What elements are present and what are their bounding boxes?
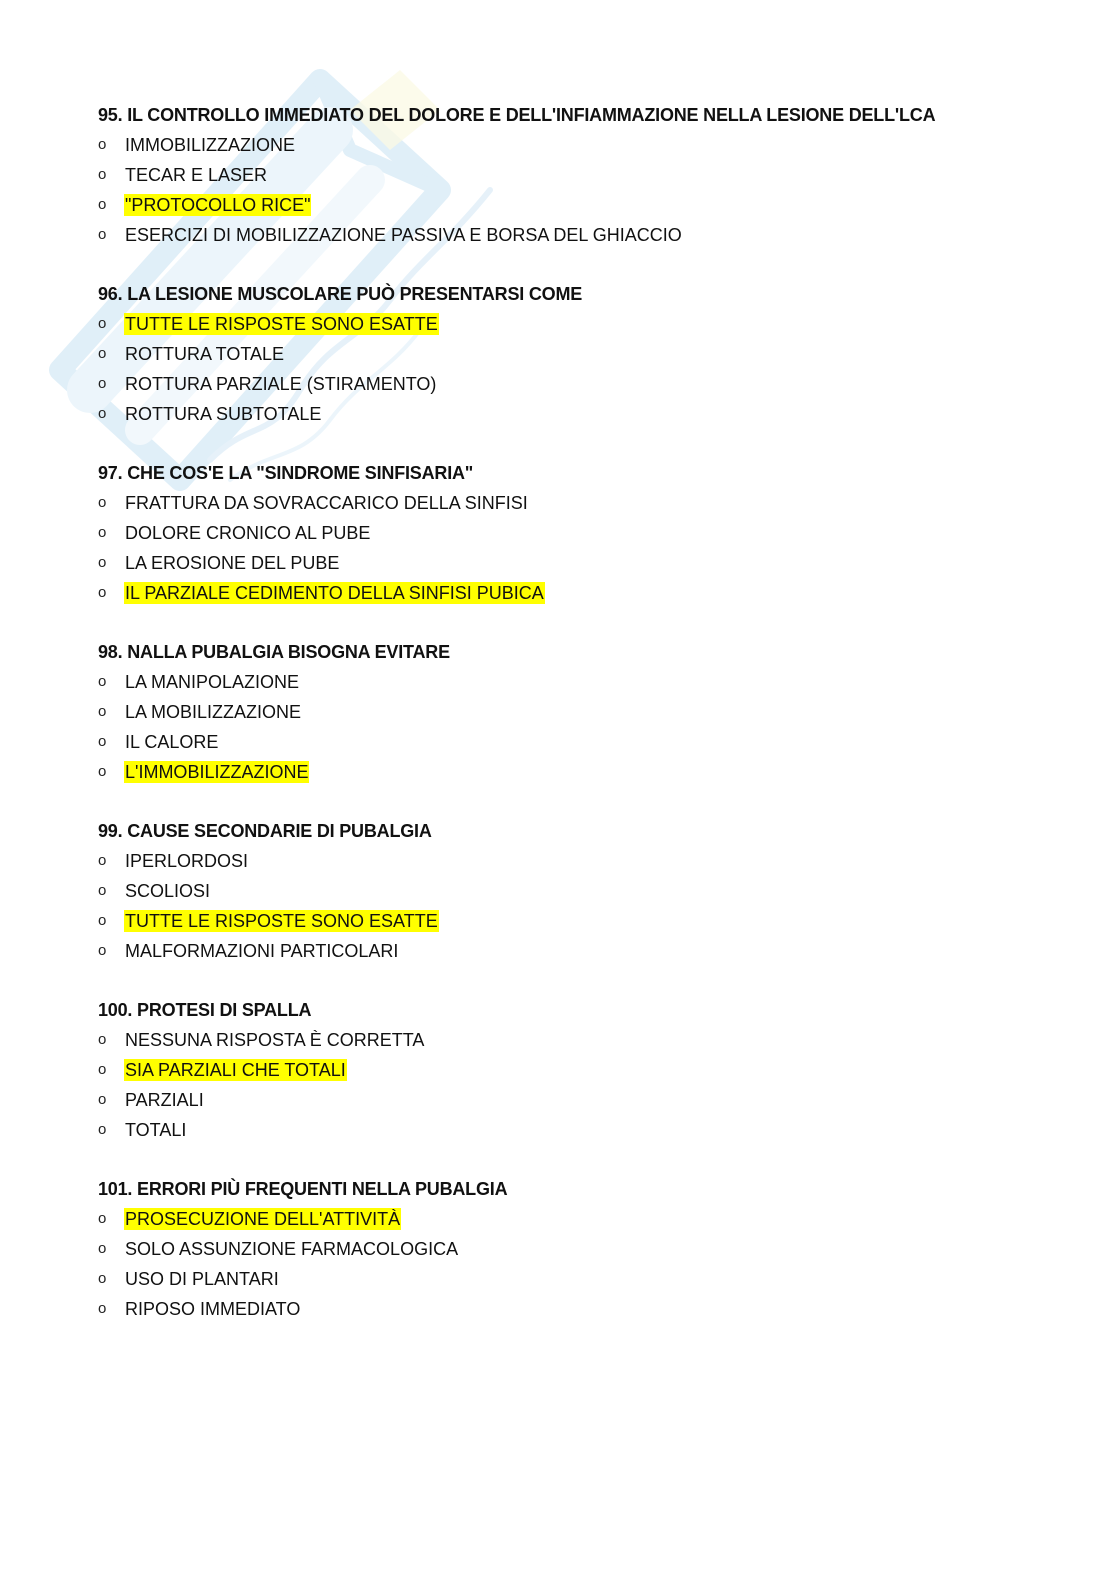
circle-bullet-icon: o xyxy=(98,912,107,929)
answer-text: TECAR E LASER xyxy=(125,165,268,185)
answer-text: IMMOBILIZZAZIONE xyxy=(125,135,296,155)
options-list xyxy=(98,130,1058,250)
circle-bullet-icon: o xyxy=(98,942,107,959)
highlighted-answer-text: TUTTE LE RISPOSTE SONO ESATTE xyxy=(125,314,438,334)
circle-bullet-icon: o xyxy=(98,226,107,243)
correct-answer-option xyxy=(98,1204,1058,1234)
circle-bullet-icon: o xyxy=(98,1270,107,1287)
answer-text: SCOLIOSI xyxy=(125,881,211,901)
circle-bullet-icon: o xyxy=(98,1031,107,1048)
circle-bullet-icon: o xyxy=(98,1091,107,1108)
options-list xyxy=(98,488,1058,608)
question-block xyxy=(98,279,1058,429)
answer-text: ESERCIZI DI MOBILIZZAZIONE PASSIVA E BORSA DEL GHIACCIO xyxy=(125,225,682,245)
circle-bullet-icon: o xyxy=(98,345,107,362)
answer-option xyxy=(98,518,1058,548)
answer-option xyxy=(98,1264,1058,1294)
correct-answer-option xyxy=(98,190,1058,220)
circle-bullet-icon: o xyxy=(98,1300,107,1317)
answer-option xyxy=(98,369,1058,399)
answer-option xyxy=(98,1115,1058,1145)
circle-bullet-icon: o xyxy=(98,375,107,392)
highlighted-answer-text: SIA PARZIALI CHE TOTALI xyxy=(125,1060,346,1080)
answer-option xyxy=(98,548,1058,578)
highlighted-answer-text: PROSECUZIONE DELL'ATTIVITÀ xyxy=(125,1209,401,1229)
answer-text: FRATTURA DA SOVRACCARICO DELLA SINFISI xyxy=(125,493,528,513)
question-block xyxy=(98,100,1058,250)
answer-option xyxy=(98,339,1058,369)
answer-text: TOTALI xyxy=(125,1120,187,1140)
question-block xyxy=(98,1174,1058,1324)
question-block xyxy=(98,458,1058,608)
circle-bullet-icon: o xyxy=(98,733,107,750)
correct-answer-option xyxy=(98,578,1058,608)
question-title: 97. CHE COS'E LA "SINDROME SINFISARIA" xyxy=(98,463,474,483)
answer-option xyxy=(98,846,1058,876)
circle-bullet-icon: o xyxy=(98,673,107,690)
highlighted-answer-text: L'IMMOBILIZZAZIONE xyxy=(125,762,309,782)
circle-bullet-icon: o xyxy=(98,1121,107,1138)
circle-bullet-icon: o xyxy=(98,852,107,869)
answer-option xyxy=(98,220,1058,250)
circle-bullet-icon: o xyxy=(98,494,107,511)
circle-bullet-icon: o xyxy=(98,166,107,183)
question-title: 99. CAUSE SECONDARIE DI PUBALGIA xyxy=(98,821,432,841)
highlighted-answer-text: TUTTE LE RISPOSTE SONO ESATTE xyxy=(125,911,438,931)
answer-option xyxy=(98,130,1058,160)
options-list xyxy=(98,309,1058,429)
answer-option xyxy=(98,399,1058,429)
question-title: 101. ERRORI PIÙ FREQUENTI NELLA PUBALGIA xyxy=(98,1179,508,1199)
question-title: 95. IL CONTROLLO IMMEDIATO DEL DOLORE E DELL'INFIAMMAZIONE NELLA LESIONE DELL'LCA xyxy=(98,105,936,125)
answer-text: DOLORE CRONICO AL PUBE xyxy=(125,523,371,543)
answer-text: MALFORMAZIONI PARTICOLARI xyxy=(125,941,399,961)
answer-option xyxy=(98,876,1058,906)
answer-option xyxy=(98,727,1058,757)
answer-text: ROTTURA TOTALE xyxy=(125,344,285,364)
circle-bullet-icon: o xyxy=(98,1061,107,1078)
circle-bullet-icon: o xyxy=(98,554,107,571)
answer-text: IPERLORDOSI xyxy=(125,851,249,871)
quiz-page xyxy=(98,100,1058,1353)
answer-text: SOLO ASSUNZIONE FARMACOLOGICA xyxy=(125,1239,459,1259)
answer-option xyxy=(98,936,1058,966)
options-list xyxy=(98,1204,1058,1324)
circle-bullet-icon: o xyxy=(98,763,107,780)
question-block xyxy=(98,637,1058,787)
question-title: 98. NALLA PUBALGIA BISOGNA EVITARE xyxy=(98,642,450,662)
answer-text: ROTTURA SUBTOTALE xyxy=(125,404,322,424)
correct-answer-option xyxy=(98,757,1058,787)
answer-option xyxy=(98,667,1058,697)
options-list xyxy=(98,1025,1058,1145)
answer-text: IL CALORE xyxy=(125,732,219,752)
circle-bullet-icon: o xyxy=(98,584,107,601)
circle-bullet-icon: o xyxy=(98,315,107,332)
question-block xyxy=(98,995,1058,1145)
circle-bullet-icon: o xyxy=(98,1240,107,1257)
answer-text: USO DI PLANTARI xyxy=(125,1269,279,1289)
options-list xyxy=(98,667,1058,787)
highlighted-answer-text: IL PARZIALE CEDIMENTO DELLA SINFISI PUBICA xyxy=(125,583,544,603)
correct-answer-option xyxy=(98,309,1058,339)
highlighted-answer-text: "PROTOCOLLO RICE" xyxy=(125,195,311,215)
answer-text: LA EROSIONE DEL PUBE xyxy=(125,553,340,573)
answer-text: LA MOBILIZZAZIONE xyxy=(125,702,302,722)
answer-option xyxy=(98,488,1058,518)
options-list xyxy=(98,846,1058,966)
question-title: 96. LA LESIONE MUSCOLARE PUÒ PRESENTARSI COME xyxy=(98,284,583,304)
question-block xyxy=(98,816,1058,966)
answer-text: PARZIALI xyxy=(125,1090,204,1110)
question-title: 100. PROTESI DI SPALLA xyxy=(98,1000,312,1020)
circle-bullet-icon: o xyxy=(98,882,107,899)
circle-bullet-icon: o xyxy=(98,405,107,422)
answer-option xyxy=(98,1234,1058,1264)
answer-option xyxy=(98,1294,1058,1324)
answer-option xyxy=(98,697,1058,727)
answer-text: ROTTURA PARZIALE (STIRAMENTO) xyxy=(125,374,437,394)
circle-bullet-icon: o xyxy=(98,196,107,213)
correct-answer-option xyxy=(98,906,1058,936)
circle-bullet-icon: o xyxy=(98,703,107,720)
answer-option xyxy=(98,160,1058,190)
answer-text: NESSUNA RISPOSTA È CORRETTA xyxy=(125,1030,425,1050)
answer-text: RIPOSO IMMEDIATO xyxy=(125,1299,301,1319)
circle-bullet-icon: o xyxy=(98,1210,107,1227)
correct-answer-option xyxy=(98,1055,1058,1085)
answer-option xyxy=(98,1025,1058,1055)
circle-bullet-icon: o xyxy=(98,524,107,541)
answer-option xyxy=(98,1085,1058,1115)
circle-bullet-icon: o xyxy=(98,136,107,153)
answer-text: LA MANIPOLAZIONE xyxy=(125,672,300,692)
